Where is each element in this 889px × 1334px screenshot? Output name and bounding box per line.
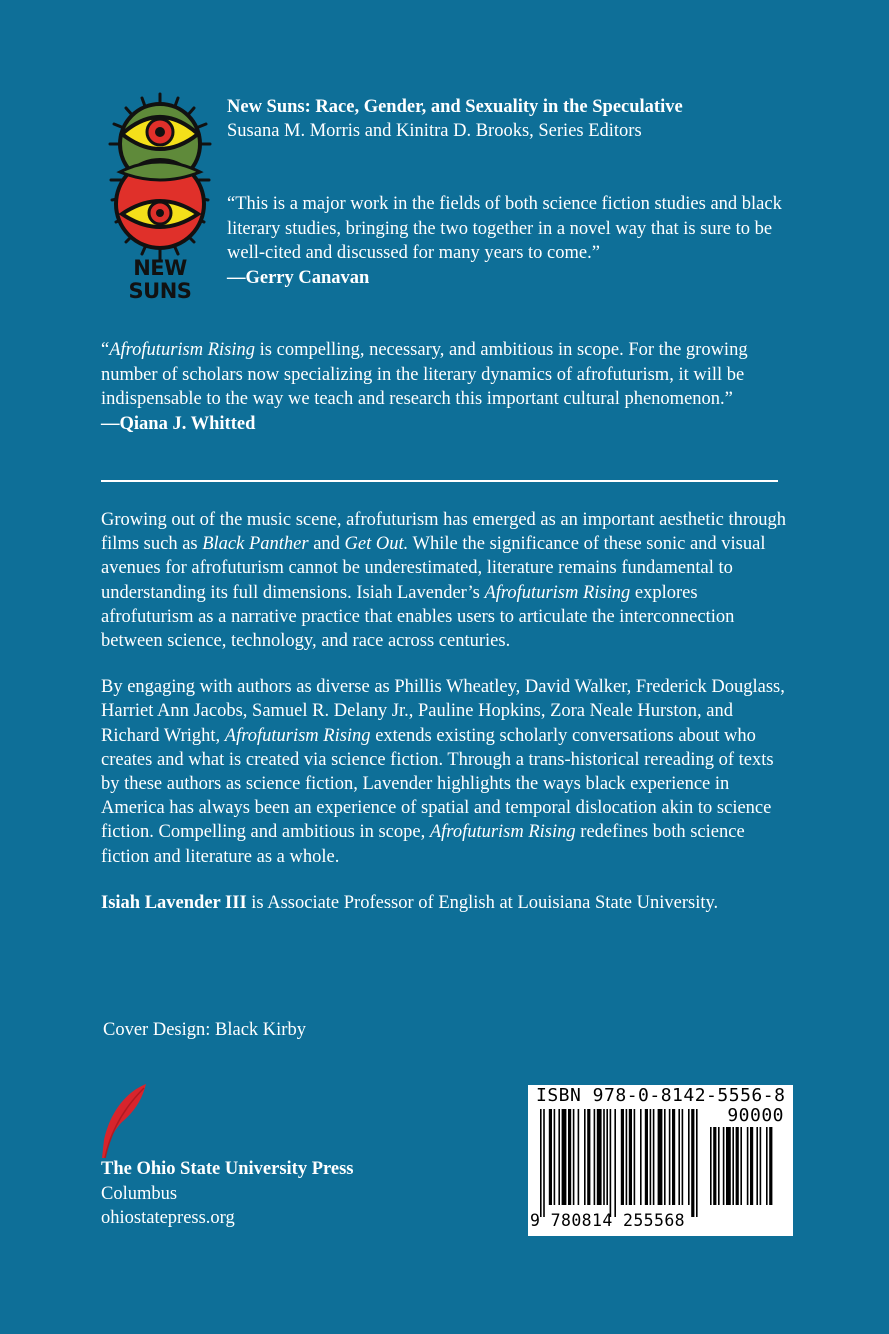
barcode-bar [626,1109,628,1205]
barcode-bar [573,1109,575,1205]
barcode-bar [678,1109,680,1205]
barcode-bar [640,1109,642,1205]
book-title: Afrofuturism Rising [109,340,256,360]
text-run: While the significance of these sonic and visual avenues for afrofuturism cannot be underestimated, literature remains fundamental to understanding its full dimensions. Isiah Lavender’s [101,534,766,603]
description-paragraph-2 [101,675,791,869]
publisher-city: Columbus [101,1183,178,1204]
book-title: Afrofuturism Rising [224,725,371,746]
barcode-bar [688,1109,690,1205]
book-description [101,508,791,937]
barcode-bar [747,1127,749,1205]
barcode-bar [726,1127,731,1205]
barcode-bar [696,1109,698,1217]
barcode-bar [760,1127,762,1205]
barcode-bar [766,1127,768,1205]
blurb-quote-2 [101,338,791,436]
barcode-bar [540,1109,542,1217]
barcode-bar [606,1109,608,1205]
series-title: New Suns: Race, Gender, and Sexuality in the Speculative [227,97,683,117]
isbn-label: ISBN 978-0-8142-5556-8 [536,1085,786,1106]
quote-attribution: —Gerry Canavan [227,267,370,288]
text-run: explores afrofuturism as a narrative practice that enables users to articulate the interconnection between science, technology, and race across centuries. [101,582,735,652]
barcode-bar [554,1109,556,1205]
description-paragraph-1 [101,508,791,653]
blurb-quote-1 [227,192,787,290]
divider-rule [101,480,778,482]
quote-open-mark: “ [101,340,110,360]
barcode-bar [769,1127,772,1205]
barcode-bar [594,1109,596,1205]
barcode-bar [603,1109,605,1205]
barcode-bar [653,1109,655,1205]
ean-bars [540,1109,706,1219]
barcode-bar [723,1127,725,1205]
quote-attribution: —Qiana J. Whitted [101,413,256,434]
isbn-barcode [528,1085,793,1236]
barcode-bar [597,1109,602,1205]
publisher-info [101,1157,353,1231]
barcode-bar [669,1109,671,1205]
barcode-bar [645,1109,648,1205]
barcode-bar [740,1127,742,1205]
barcode-bar [568,1109,571,1205]
barcode-bar [584,1109,586,1205]
author-bio [101,891,791,915]
publisher-website: ohiostatepress.org [101,1208,235,1228]
film-title: Get Out. [344,534,409,555]
text-run: Growing out of the music scene, afrofuturism has emerged as an important aesthetic through films such as [101,510,786,555]
barcode-bar [650,1109,652,1205]
barcode-bar [610,1109,612,1217]
quote-body: is compelling, necessary, and ambitious in scope. For the growing number of scholars now specializing in the literary dynamics of afrofuturism, it will be indispensable to the way we teach and research this important cultural phenomenon.” [101,340,748,409]
barcode-bar [549,1109,552,1205]
barcode-bar [672,1109,675,1205]
series-info [227,95,787,143]
cover-design-credit: Cover Design: Black Kirby [103,1020,306,1040]
new-suns-logo [108,92,212,312]
series-editors: Susana M. Morris and Kinitra D. Brooks, Series Editors [227,121,642,141]
barcode-bar [691,1109,694,1217]
text-run: redefines both science fiction and literature as a whole. [101,822,745,867]
barcode-bar [750,1127,753,1205]
new-suns-emblem-icon [108,92,212,267]
quote-text: “This is a major work in the fields of both science fiction studies and black literary studies, bringing the two together in a novel way that is sure to be well-cited and discussed for many years to come.” [227,194,782,263]
barcode-bar [756,1127,758,1205]
barcode-bar [558,1109,560,1205]
barcode-bar [562,1109,567,1205]
text-run: By engaging with authors as diverse as Phillis Wheatley, David Walker, Frederick Douglass, Harriet Ann Jacobs, Samuel R. Delany Jr., Pauline Hopkins, Zora Neale Hurston, and Richard Wright, [101,677,785,746]
film-title: Black Panther [202,534,309,555]
barcode-bar [587,1109,590,1205]
quote-text [101,338,791,412]
barcode-bar [629,1109,632,1205]
barcode-bar [614,1109,616,1217]
barcode-bar [736,1127,739,1205]
bio-text: is Associate Professor of English at Louisiana State University. [246,892,719,913]
barcode-bar [664,1109,666,1205]
text-run: extends existing scholarly conversations about who creates and what is created via science fiction. Through a trans-historical rereading of texts by these authors as science fiction, Lavender highlights the ways black experience in America has always been an experience of spatial and temporal dislocation akin to science fiction. Compelling and ambitious in scope, [101,725,774,843]
book-title: Afrofuturism Rising [484,582,631,603]
author-name: Isiah Lavender III [101,892,247,913]
publisher-name: The Ohio State University Press [101,1159,354,1179]
addon-bars [710,1127,784,1219]
barcode-bar [718,1127,720,1205]
feather-logo [96,1082,150,1160]
barcode-bar [682,1109,684,1205]
barcode-bar [732,1127,734,1205]
feather-icon [96,1082,150,1160]
logo-text-new: NEW [133,256,187,280]
book-title: Afrofuturism Rising [429,822,576,843]
barcode-bar [621,1109,624,1205]
barcode-bar [658,1109,663,1205]
barcode-bar [710,1127,712,1205]
ean-digits: 9 780814 255568 [530,1211,686,1230]
barcode-bar [578,1109,580,1205]
price-code: 90000 [727,1105,784,1126]
barcode-bar [634,1109,636,1205]
text-run: and [308,534,345,555]
barcode-bar [543,1109,545,1217]
barcode-bar [713,1127,716,1205]
logo-text-suns: SUNS [128,279,192,303]
